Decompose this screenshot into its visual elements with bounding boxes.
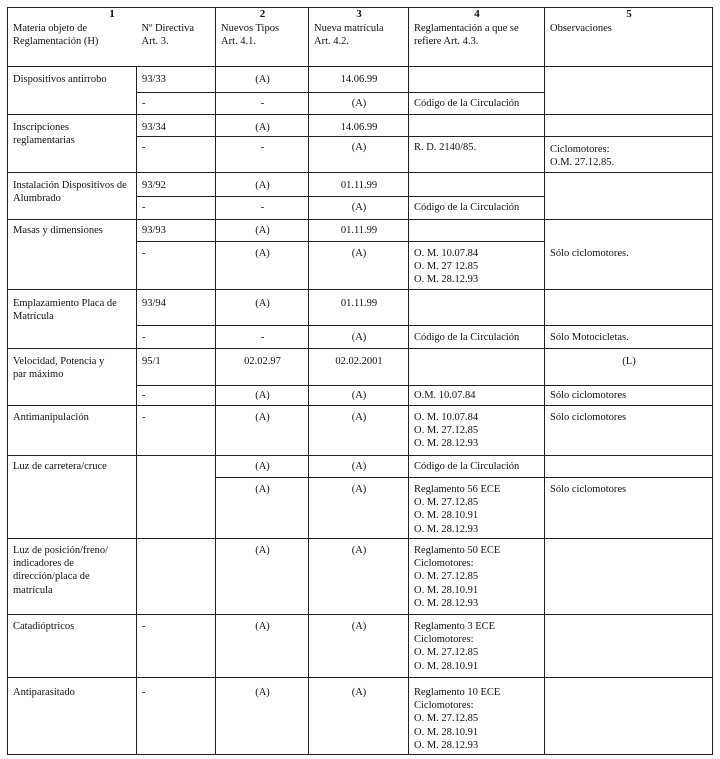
nuevos-tipos-cell: 02.02.97 xyxy=(216,349,309,386)
subject-line: par máximo xyxy=(13,369,64,381)
directiva-cell: 93/34 xyxy=(137,115,216,137)
nueva-matricula-cell: 02.02.2001 xyxy=(309,349,409,386)
table-row xyxy=(8,406,713,456)
directiva-cell xyxy=(137,478,216,539)
regulation-table xyxy=(7,7,713,755)
subject-cell xyxy=(8,539,137,615)
column-3-number: 3 xyxy=(309,8,409,23)
reglamentacion-line: Reglamento 10 ECE xyxy=(414,687,501,698)
reglamentacion-line: O. M. 28.12.93 xyxy=(414,597,479,609)
header-nueva-matricula-line2: Art. 4.2. xyxy=(314,36,349,48)
directiva-cell: - xyxy=(137,93,216,115)
subject-line: indicadores de xyxy=(13,558,74,570)
nueva-matricula-cell: (A) xyxy=(309,326,409,349)
subject-line: Emplazamiento Placa de xyxy=(13,298,117,309)
reglamentacion-cell: Código de la Circulación xyxy=(409,93,545,115)
observaciones-cell xyxy=(545,220,713,242)
reglamentacion-line: O. M. 27.12.85 xyxy=(414,571,479,583)
reglamentacion-line: O. M. 27.12.85 xyxy=(414,425,479,437)
subject-cell xyxy=(8,242,137,290)
table-row xyxy=(8,173,713,197)
subject-cell: Masas y dimensiones xyxy=(8,220,137,242)
reglamentacion-line: O. M. 28.12.93 xyxy=(414,739,479,751)
reglamentacion-cell xyxy=(409,67,545,93)
subject-line: Matrícula xyxy=(13,311,54,323)
header-nuevos-tipos xyxy=(216,22,309,67)
observaciones-cell: Sólo ciclomotores xyxy=(545,406,713,456)
directiva-cell: - xyxy=(137,137,216,173)
reglamentacion-cell: Código de la Circulación xyxy=(409,456,545,478)
reglamentacion-cell xyxy=(409,539,545,615)
nueva-matricula-cell: (A) xyxy=(309,93,409,115)
table-row xyxy=(8,456,713,478)
header-directiva-line2: Art. 3. xyxy=(141,36,169,48)
reglamentacion-line: O. M. 28.10.91 xyxy=(414,726,479,738)
table-row xyxy=(8,539,713,615)
subject-line: Instalación Dispositivos de xyxy=(13,180,127,191)
reglamentacion-line: O. M. 27.12.85 xyxy=(414,647,479,659)
table-row xyxy=(8,478,713,539)
nuevos-tipos-cell: (A) xyxy=(216,478,309,539)
subject-cell: Antimanipulación xyxy=(8,406,137,456)
subject-cell: Luz de carretera/cruce xyxy=(8,456,137,478)
table-row xyxy=(8,242,713,290)
nueva-matricula-cell: (A) xyxy=(309,456,409,478)
nueva-matricula-cell: 01.11.99 xyxy=(309,290,409,326)
observaciones-cell xyxy=(545,115,713,137)
header-nueva-matricula xyxy=(309,22,409,67)
nuevos-tipos-cell: (A) xyxy=(216,539,309,615)
column-5-number: 5 xyxy=(545,8,713,23)
reglamentacion-line: O. M. 28.12.93 xyxy=(414,438,479,450)
observaciones-cell: Sólo ciclomotores xyxy=(545,386,713,406)
nuevos-tipos-cell: (A) xyxy=(216,290,309,326)
header-observaciones xyxy=(545,22,713,67)
nuevos-tipos-cell: (A) xyxy=(216,242,309,290)
reglamentacion-cell xyxy=(409,290,545,326)
header-nueva-matricula-line1: Nueva matrícula xyxy=(314,23,384,34)
directiva-cell: 93/92 xyxy=(137,173,216,197)
reglamentacion-cell xyxy=(409,220,545,242)
table-row xyxy=(8,67,713,93)
reglamentacion-cell xyxy=(409,678,545,755)
nueva-matricula-cell: (A) xyxy=(309,406,409,456)
nuevos-tipos-cell: (A) xyxy=(216,456,309,478)
observaciones-cell xyxy=(545,290,713,326)
nueva-matricula-cell: (A) xyxy=(309,137,409,173)
column-4-number: 4 xyxy=(409,8,545,23)
table-row xyxy=(8,349,713,386)
observaciones-cell xyxy=(545,539,713,615)
reglamentacion-line: O. M. 28.10.91 xyxy=(414,660,479,672)
table-row xyxy=(8,678,713,755)
observaciones-cell xyxy=(545,678,713,755)
nuevos-tipos-cell: (A) xyxy=(216,220,309,242)
nuevos-tipos-cell: - xyxy=(216,197,309,220)
reglamentacion-cell xyxy=(409,478,545,539)
subject-line: Inscripciones xyxy=(13,122,69,133)
subject-cell xyxy=(8,349,137,406)
nuevos-tipos-cell: (A) xyxy=(216,386,309,406)
observaciones-cell: Sólo Motocicletas. xyxy=(545,326,713,349)
reglamentacion-line: O. M. 28.12.93 xyxy=(414,523,479,535)
nueva-matricula-cell: 01.11.99 xyxy=(309,173,409,197)
directiva-cell: - xyxy=(137,242,216,290)
observaciones-cell xyxy=(545,173,713,220)
directiva-cell: - xyxy=(137,678,216,755)
nuevos-tipos-cell: (A) xyxy=(216,615,309,678)
directiva-cell xyxy=(137,456,216,478)
reglamentacion-cell xyxy=(409,349,545,386)
reglamentacion-cell: R. D. 2140/85. xyxy=(409,137,545,173)
nueva-matricula-cell: 14.06.99 xyxy=(309,115,409,137)
nuevos-tipos-cell: (A) xyxy=(216,115,309,137)
subject-cell xyxy=(8,173,137,220)
directiva-cell: 95/1 xyxy=(137,349,216,386)
nuevos-tipos-cell: - xyxy=(216,326,309,349)
subject-line: dirección/placa de xyxy=(13,571,90,583)
directiva-cell: 93/33 xyxy=(137,67,216,93)
nueva-matricula-cell: (A) xyxy=(309,197,409,220)
header-nuevos-tipos-line2: Art. 4.1. xyxy=(221,36,256,48)
observaciones-line: Ciclomotores: xyxy=(550,144,610,155)
reglamentacion-cell: Código de la Circulación xyxy=(409,326,545,349)
header-nuevos-tipos-line1: Nuevos Tipos xyxy=(221,23,280,34)
subject-line: Alumbrado xyxy=(13,193,61,205)
reglamentacion-cell: Código de la Circulación xyxy=(409,197,545,220)
observaciones-cell xyxy=(545,456,713,478)
column-2-number: 2 xyxy=(216,8,309,23)
directiva-cell: - xyxy=(137,386,216,406)
nuevos-tipos-cell: - xyxy=(216,137,309,173)
reglamentacion-line: O. M. 28.10.91 xyxy=(414,510,479,522)
nuevos-tipos-cell: - xyxy=(216,93,309,115)
reglamentacion-line: O. M. 28.12.93 xyxy=(414,274,479,286)
reglamentacion-line: Reglamento 3 ECE xyxy=(414,621,496,632)
nuevos-tipos-cell: (A) xyxy=(216,173,309,197)
reglamentacion-cell xyxy=(409,173,545,197)
directiva-cell: 93/93 xyxy=(137,220,216,242)
reglamentacion-cell xyxy=(409,615,545,678)
nuevos-tipos-cell: (A) xyxy=(216,678,309,755)
subject-cell: Catadióptricos xyxy=(8,615,137,678)
header-reglamentacion-line2: refiere Art. 4.3. xyxy=(414,36,479,48)
header-directiva-line1: Nº Directiva xyxy=(141,23,195,34)
nuevos-tipos-cell: (A) xyxy=(216,67,309,93)
nueva-matricula-cell: 14.06.99 xyxy=(309,67,409,93)
table-row xyxy=(8,290,713,326)
reglamentacion-line: Ciclomotores: xyxy=(414,634,474,646)
directiva-cell: - xyxy=(137,326,216,349)
reglamentacion-line: O. M. 27.12.85 xyxy=(414,713,479,725)
observaciones-cell xyxy=(545,137,713,173)
header-observaciones-line1: Observaciones xyxy=(550,23,612,34)
subject-line: Luz de posición/freno/ xyxy=(13,545,109,556)
subject-cell xyxy=(8,478,137,539)
nueva-matricula-cell: 01.11.99 xyxy=(309,220,409,242)
observaciones-cell: Sólo ciclomotores. xyxy=(545,242,713,290)
directiva-cell: - xyxy=(137,406,216,456)
subject-cell: Antiparasitado xyxy=(8,678,137,755)
nuevos-tipos-cell: (A) xyxy=(216,406,309,456)
nueva-matricula-cell: (A) xyxy=(309,539,409,615)
subject-line: reglamentarias xyxy=(13,135,75,147)
subject-line: matrícula xyxy=(13,584,53,596)
reglamentacion-line: Ciclomotores: xyxy=(414,558,474,570)
column-header-row xyxy=(8,22,713,67)
reglamentacion-line: O. M. 27 12.85 xyxy=(414,261,479,273)
nueva-matricula-cell: (A) xyxy=(309,615,409,678)
header-materia xyxy=(8,22,137,67)
header-materia-line1: Materia objeto de xyxy=(13,23,88,34)
reglamentacion-line: Reglamento 50 ECE xyxy=(414,545,501,556)
header-reglamentacion xyxy=(409,22,545,67)
subject-line: Velocidad, Potencia y xyxy=(13,356,105,367)
reglamentacion-cell: O.M. 10.07.84 xyxy=(409,386,545,406)
column-number-row xyxy=(8,8,713,23)
observaciones-cell xyxy=(545,67,713,115)
reglamentacion-line: O. M. 10.07.84 xyxy=(414,412,479,423)
reglamentacion-line: O. M. 28.10.91 xyxy=(414,584,479,596)
nueva-matricula-cell: (A) xyxy=(309,678,409,755)
reglamentacion-cell xyxy=(409,406,545,456)
observaciones-cell xyxy=(545,615,713,678)
table-row xyxy=(8,220,713,242)
reglamentacion-cell xyxy=(409,115,545,137)
header-materia-line2: Reglamentación (H) xyxy=(13,36,99,48)
observaciones-line: O.M. 27.12.85. xyxy=(550,157,615,169)
subject-cell xyxy=(8,115,137,173)
directiva-cell: - xyxy=(137,615,216,678)
directiva-cell: 93/94 xyxy=(137,290,216,326)
table-row xyxy=(8,615,713,678)
reglamentacion-cell xyxy=(409,242,545,290)
directiva-cell: - xyxy=(137,197,216,220)
subject-cell xyxy=(8,290,137,349)
reglamentacion-line: O. M. 10.07.84 xyxy=(414,248,479,259)
reglamentacion-line: Reglamento 56 ECE xyxy=(414,484,501,495)
header-directiva xyxy=(137,22,216,67)
nueva-matricula-cell: (A) xyxy=(309,242,409,290)
observaciones-cell: Sólo ciclomotores xyxy=(545,478,713,539)
directiva-cell xyxy=(137,539,216,615)
table-row xyxy=(8,115,713,137)
reglamentacion-line: Ciclomotores: xyxy=(414,700,474,712)
nueva-matricula-cell: (A) xyxy=(309,478,409,539)
observaciones-cell: (L) xyxy=(545,349,713,386)
column-1-number: 1 xyxy=(8,8,216,23)
subject-cell: Dispositivos antirrobo xyxy=(8,67,137,115)
header-reglamentacion-line1: Reglamentación a que se xyxy=(414,23,519,34)
nueva-matricula-cell: (A) xyxy=(309,386,409,406)
reglamentacion-line: O. M. 27.12.85 xyxy=(414,497,479,509)
